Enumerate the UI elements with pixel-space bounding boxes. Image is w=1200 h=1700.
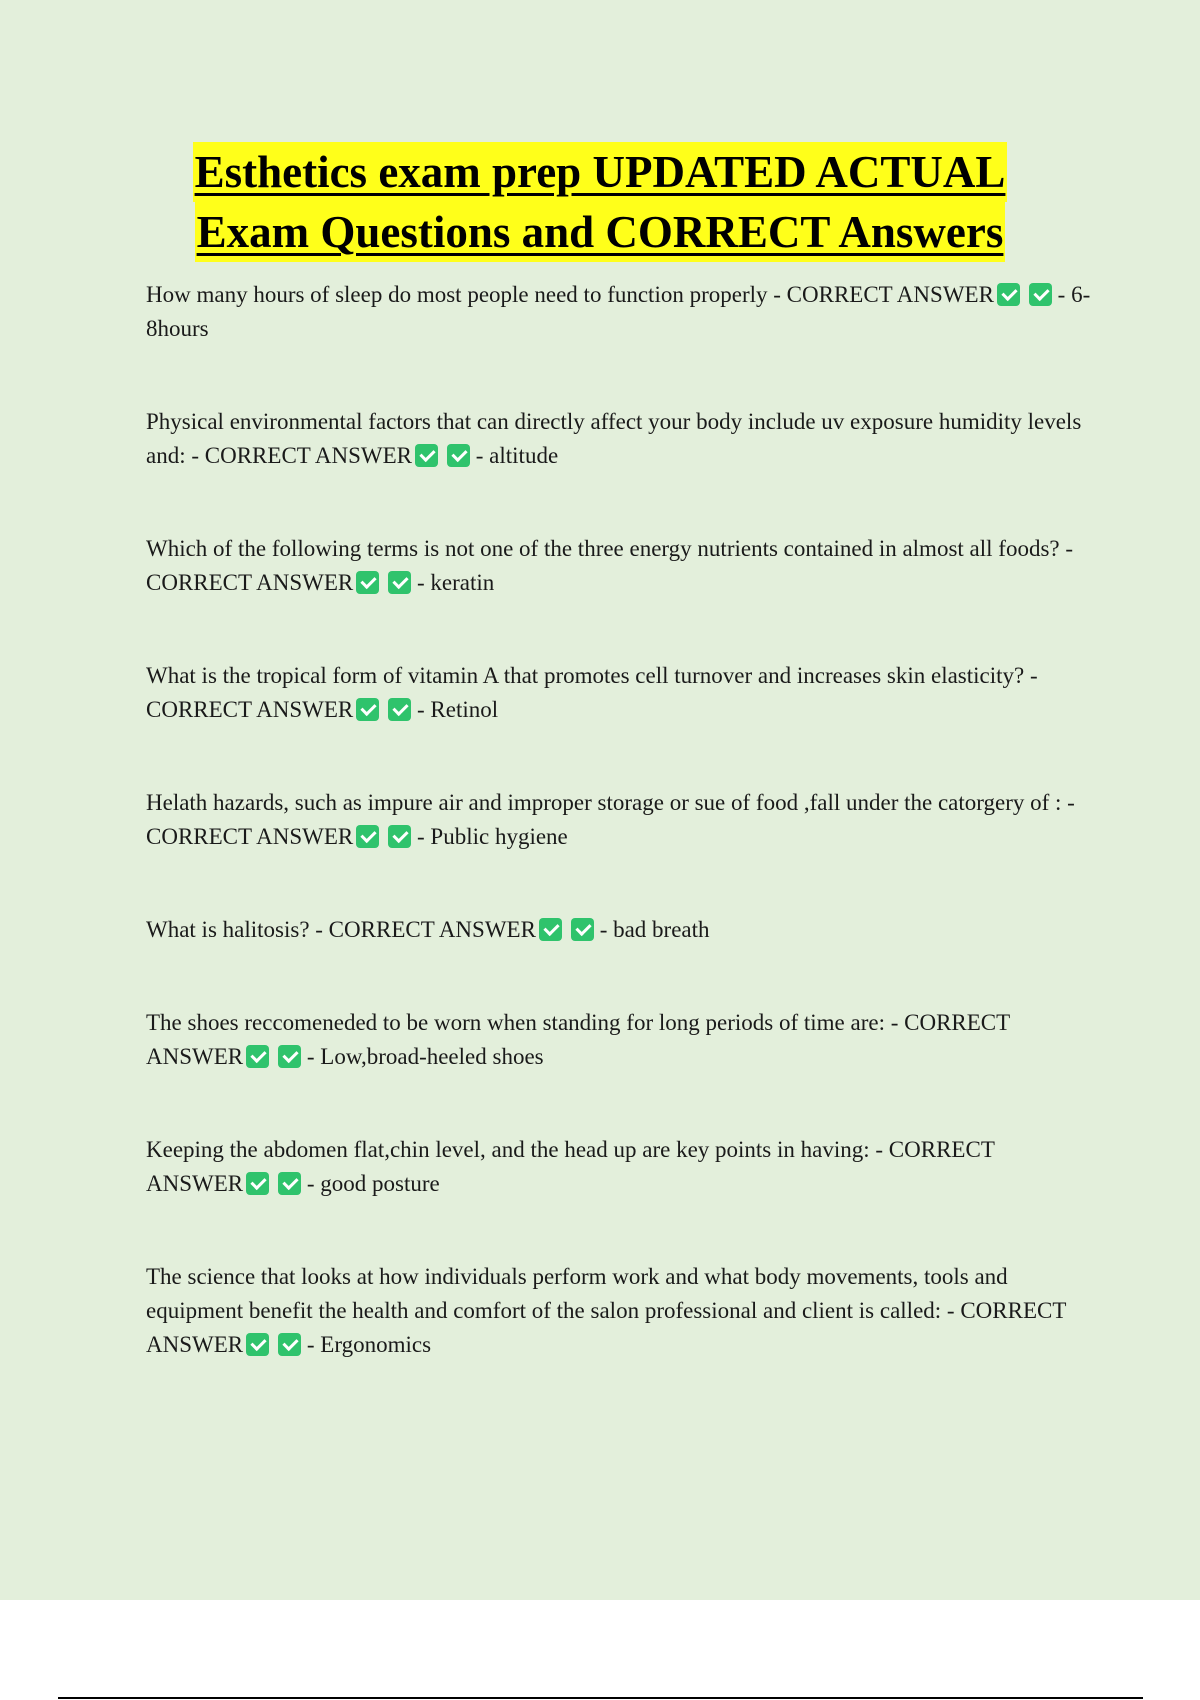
check-icon: [571, 918, 594, 941]
qa-item: [146, 913, 1091, 947]
check-icon: [1029, 283, 1052, 306]
qa-item: [146, 278, 1091, 346]
answer-text: - Ergonomics: [301, 1332, 432, 1357]
check-icon: [278, 1172, 301, 1195]
answer-text: - 6-8hours: [146, 282, 1091, 341]
title-line-2: Exam Questions and CORRECT Answers: [195, 202, 1006, 262]
question-text: What is the tropical form of vitamin A that promotes cell turnover and increases skin elasticity? - CORRECT ANSWER: [146, 663, 1038, 722]
check-icon: [388, 698, 411, 721]
answer-text: - bad breath: [593, 917, 710, 942]
check-icon: [539, 918, 562, 941]
answer-text: - Retinol: [411, 697, 499, 722]
question-text: Helath hazards, such as impure air and improper storage or sue of food ,fall under the catorgery of : - CORRECT ANSWER: [146, 790, 1075, 849]
question-text: Which of the following terms is not one of the three energy nutrients contained in almost all foods? - CORRECT ANSWER: [146, 536, 1074, 595]
check-icon: [415, 444, 438, 467]
qa-item: [146, 532, 1091, 600]
check-icon: [246, 1172, 269, 1195]
check-icon: [388, 571, 411, 594]
qa-item: [146, 1260, 1091, 1362]
question-text: Physical environmental factors that can directly affect your body include uv exposure humidity levels and: - CORRECT ANSWER: [146, 409, 1082, 468]
check-icon: [246, 1333, 269, 1356]
document-title: [0, 142, 1200, 262]
question-text: What is halitosis? - CORRECT ANSWER: [146, 917, 536, 942]
answer-text: - Low,broad-heeled shoes: [301, 1044, 544, 1069]
question-text: The shoes reccomeneded to be worn when standing for long periods of time are: - CORRECT ANSWER: [146, 1010, 1010, 1069]
question-text: The science that looks at how individuals perform work and what body movements, tools and equipment benefit the health and comfort of the salon professional and client is called: - CORRECT ANSWER: [146, 1264, 1066, 1357]
check-icon: [388, 825, 411, 848]
qa-item: [146, 1006, 1091, 1074]
check-icon: [278, 1045, 301, 1068]
check-icon: [278, 1333, 301, 1356]
check-icon: [356, 825, 379, 848]
qa-item: [146, 786, 1091, 854]
check-icon: [246, 1045, 269, 1068]
check-icon: [447, 444, 470, 467]
qa-item: [146, 1133, 1091, 1201]
answer-text: - keratin: [411, 570, 495, 595]
qa-list: [146, 278, 1091, 1421]
qa-item: [146, 405, 1091, 473]
answer-text: - Public hygiene: [411, 824, 568, 849]
answer-text: - good posture: [301, 1171, 440, 1196]
qa-item: [146, 659, 1091, 727]
answer-text: - altitude: [470, 443, 559, 468]
check-icon: [997, 283, 1020, 306]
question-text: How many hours of sleep do most people need to function properly - CORRECT ANSWER: [146, 282, 994, 307]
check-icon: [356, 698, 379, 721]
footer-divider: [58, 1697, 1143, 1699]
question-text: Keeping the abdomen flat,chin level, and the head up are key points in having: - CORRECT ANSWER: [146, 1137, 995, 1196]
check-icon: [356, 571, 379, 594]
title-line-1: Esthetics exam prep UPDATED ACTUAL: [193, 142, 1008, 202]
